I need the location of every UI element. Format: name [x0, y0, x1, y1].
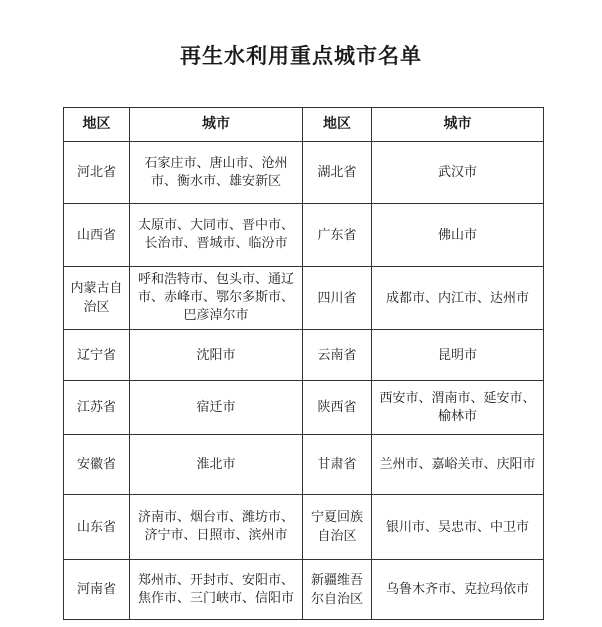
region-cell: 陕西省 — [303, 381, 372, 435]
table-row — [64, 330, 544, 381]
city-cell — [372, 560, 544, 620]
city-list: 宿迁市 — [196, 400, 236, 415]
city-list: 淮北市 — [196, 457, 236, 472]
region-cell: 辽宁省 — [64, 330, 130, 381]
region-cell: 广东省 — [303, 204, 372, 267]
city-list: 武汉市 — [437, 165, 477, 180]
city-cell — [372, 330, 544, 381]
city-list: 成都市、内江市、达州市 — [385, 290, 529, 306]
table-row — [64, 142, 544, 204]
table-row — [64, 495, 544, 560]
city-list: 乌鲁木齐市、克拉玛依市 — [385, 582, 529, 597]
city-cell — [372, 204, 544, 267]
region-cell: 山西省 — [64, 204, 130, 267]
region-cell: 云南省 — [303, 330, 372, 381]
region-cell: 内蒙古自治区 — [64, 267, 130, 330]
city-cell — [372, 267, 544, 330]
region-cell: 江苏省 — [64, 381, 130, 435]
city-cell — [130, 381, 303, 435]
city-list: 佛山市 — [437, 227, 477, 243]
table-row — [64, 435, 544, 495]
header-city-right: 城市 — [372, 108, 544, 142]
city-list: 太原市、大同市、晋中市、长治市、晋城市、临汾市 — [137, 218, 294, 251]
header-city-left: 城市 — [130, 108, 303, 142]
city-cell — [130, 330, 303, 381]
city-list: 西安市、渭南市、延安市、榆林市 — [379, 390, 536, 424]
header-region-left: 地区 — [64, 108, 130, 142]
city-cell — [372, 435, 544, 495]
city-cell — [130, 435, 303, 495]
region-cell: 新疆维吾尔自治区 — [303, 560, 372, 620]
city-list: 银川市、吴忠市、中卫市 — [385, 519, 529, 535]
region-cell: 四川省 — [303, 267, 372, 330]
city-list: 济南市、烟台市、潍坊市、济宁市、日照市、滨州市 — [137, 510, 294, 543]
region-cell: 河南省 — [64, 560, 130, 620]
region-cell: 甘肃省 — [303, 435, 372, 495]
city-cell — [130, 495, 303, 560]
city-cell — [372, 495, 544, 560]
city-cell — [130, 142, 303, 204]
table-header-row — [64, 108, 544, 142]
region-cell: 安徽省 — [64, 435, 130, 495]
city-list: 呼和浩特市、包头市、通辽市、赤峰市、鄂尔多斯市、巴彦淖尔市 — [137, 272, 294, 323]
region-cell: 宁夏回族自治区 — [303, 495, 372, 560]
region-cell: 河北省 — [64, 142, 130, 204]
table-row — [64, 267, 544, 330]
city-cell — [130, 267, 303, 330]
table-row — [64, 381, 544, 435]
city-cell — [372, 381, 544, 435]
region-cell: 山东省 — [64, 495, 130, 560]
city-list: 沈阳市 — [196, 347, 236, 363]
city-cell — [372, 142, 544, 204]
city-cell — [130, 560, 303, 620]
city-list: 昆明市 — [437, 347, 477, 363]
city-list-table — [63, 107, 544, 620]
city-cell — [130, 204, 303, 267]
header-region-right: 地区 — [303, 108, 372, 142]
city-list: 郑州市、开封市、安阳市、焦作市、三门峡市、信阳市 — [137, 572, 294, 606]
region-cell: 湖北省 — [303, 142, 372, 204]
table-row — [64, 204, 544, 267]
document-title: 再生水利用重点城市名单 — [180, 44, 422, 68]
table-row — [64, 560, 544, 620]
city-list: 石家庄市、唐山市、沧州市、衡水市、雄安新区 — [144, 155, 288, 189]
city-list: 兰州市、嘉峪关市、庆阳市 — [379, 457, 536, 472]
